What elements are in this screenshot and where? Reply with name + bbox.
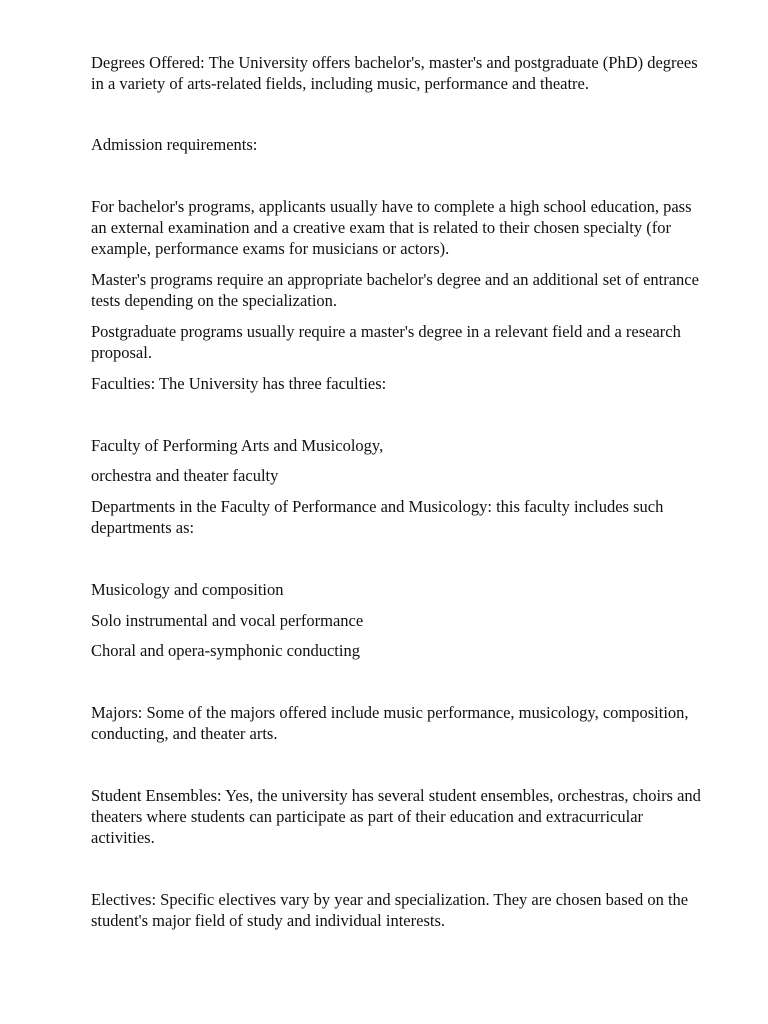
department-item-conducting: Choral and opera-symphonic conducting <box>91 641 360 660</box>
faculty-item-performing-arts: Faculty of Performing Arts and Musicology, <box>91 436 384 455</box>
faculties-paragraph: Faculties: The University has three faculties: <box>91 374 387 393</box>
student-ensembles-paragraph: Student Ensembles: Yes, the university has several student ensembles, orchestras, choirs and theaters where students can participate as part of their education and extracurricular activities. <box>91 786 701 847</box>
faculty-item-orchestra-theater: orchestra and theater faculty <box>91 466 279 485</box>
postgraduate-programs-paragraph: Postgraduate programs usually require a master's degree in a relevant field and a research proposal. <box>91 322 681 362</box>
bachelor-programs-paragraph: For bachelor's programs, applicants usually have to complete a high school education, pass an external examination and a creative exam that is related to their chosen specialty (for example, performance exams for musicians or actors). <box>91 197 692 258</box>
master-programs-paragraph: Master's programs require an appropriate bachelor's degree and an additional set of entrance tests depending on the specialization. <box>91 270 699 310</box>
departments-paragraph: Departments in the Faculty of Performance and Musicology: this faculty includes such departments as: <box>91 497 664 537</box>
degrees-offered-paragraph: Degrees Offered: The University offers bachelor's, master's and postgraduate (PhD) degrees in a variety of arts-related fields, including music, performance and theatre. <box>91 53 698 93</box>
majors-paragraph: Majors: Some of the majors offered include music performance, musicology, composition, conducting, and theater arts. <box>91 703 689 743</box>
department-item-solo-performance: Solo instrumental and vocal performance <box>91 611 364 630</box>
admission-requirements-heading: Admission requirements: <box>91 135 258 154</box>
electives-paragraph: Electives: Specific electives vary by year and specialization. They are chosen based on the student's major field of study and individual interests. <box>91 890 689 930</box>
department-item-musicology: Musicology and composition <box>91 580 284 599</box>
